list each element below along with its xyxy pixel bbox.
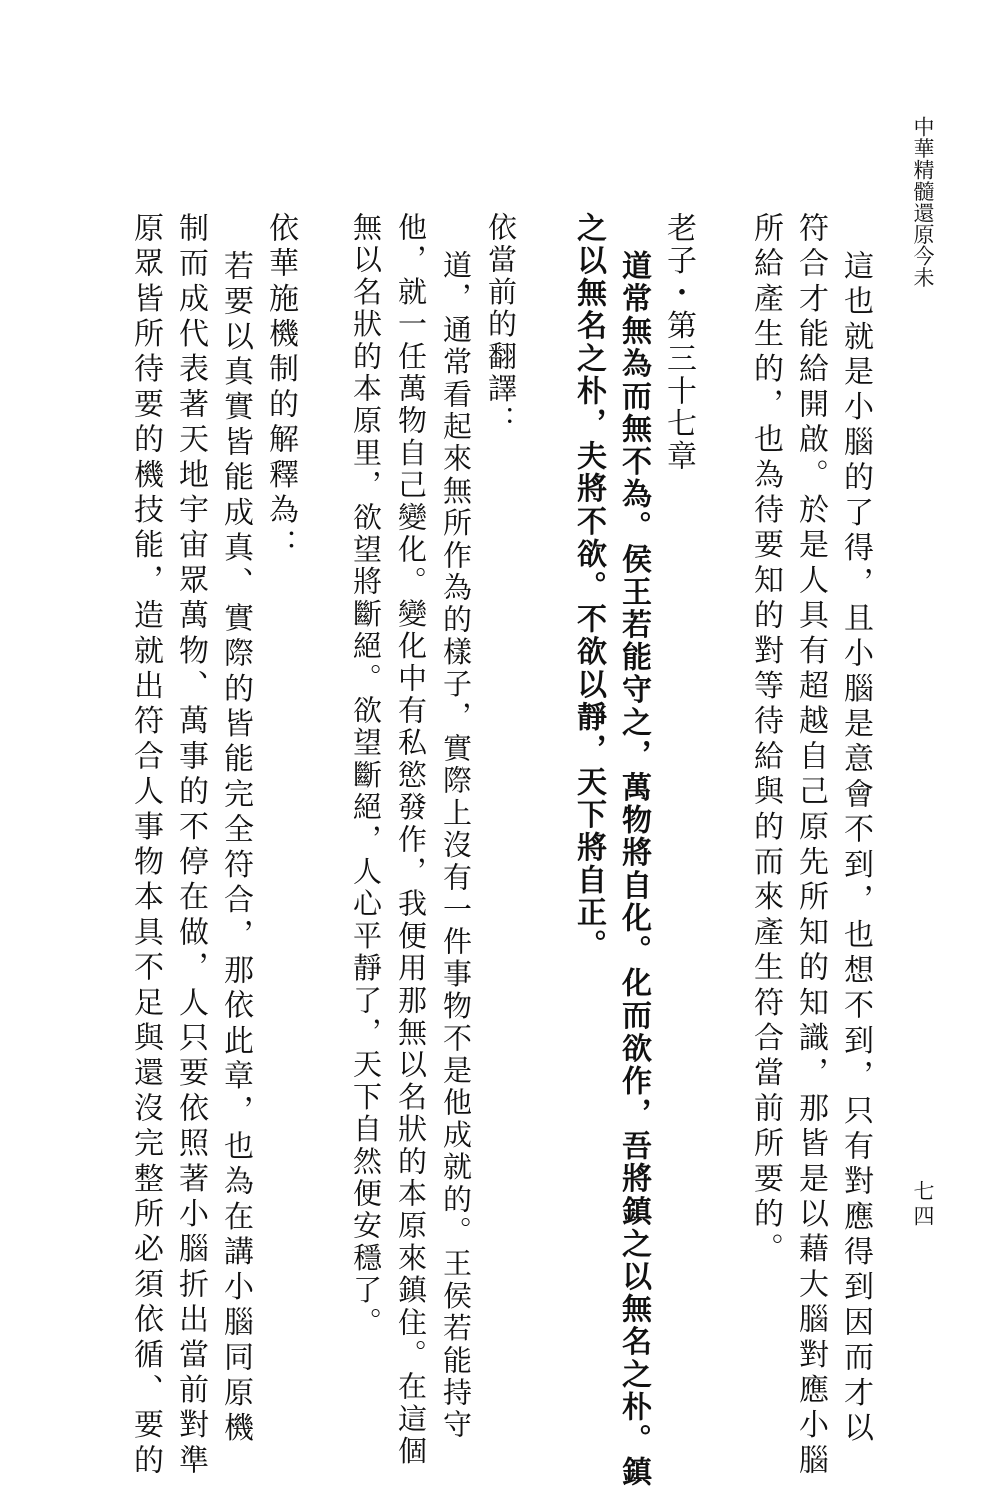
translation-line-1: 道，通常看起來無所作為的樣子，實際上沒有一件事物不是他成就的。王侯若能持守 — [439, 250, 473, 1442]
quote-line-2: 之以無名之朴，夫將不欲。不欲以靜，天下將自正。 — [571, 212, 606, 962]
translation-label: 依當前的翻譯： — [484, 212, 518, 438]
body-line-3: 所給產生的，也為待要知的對等待給與的而來產生符合當前所要的。 — [748, 212, 783, 1268]
explanation-line-2: 制而成代表著天地宇宙眾萬物、萬事的不停在做，人只要依照著小腦折出當前對準 — [173, 212, 208, 1480]
running-header-title: 中華精髓還原今未 — [911, 116, 935, 288]
translation-line-3: 無以名狀的本原里，欲望將斷絕。欲望斷絕，人心平靜了，天下自然便安穩了。 — [349, 212, 383, 1339]
body-line-2: 符合才能給開啟。於是人具有超越自己原先所知的知識，那皆是以藉大腦對應小腦 — [793, 212, 828, 1480]
quote-line-1: 道常無為而無不為。侯王若能守之，萬物將自化。化而欲作，吾將鎮之以無名之朴。鎮 — [616, 250, 651, 1489]
explanation-line-1: 若要以真實皆能成真、實際的皆能完全符合，那依此章，也為在講小腦同原機 — [218, 250, 253, 1447]
body-line-1: 這也就是小腦的了得，且小腦是意會不到，也想不到，只有對應得到因而才以 — [838, 250, 873, 1447]
translation-line-2: 他，就一任萬物自己變化。變化中有私慾發作，我便用那無以名狀的本原來鎮住。在這個 — [394, 212, 428, 1468]
chapter-heading: 老子・第三十七章 — [661, 212, 696, 473]
explanation-line-3: 原眾皆所待要的機技能，造就出符合人事物本具不足與還沒完整所必須依循、要的 — [128, 212, 163, 1480]
page-number: 七四 — [911, 1180, 935, 1230]
explanation-label: 依華施機制的解釋為： — [263, 212, 298, 564]
